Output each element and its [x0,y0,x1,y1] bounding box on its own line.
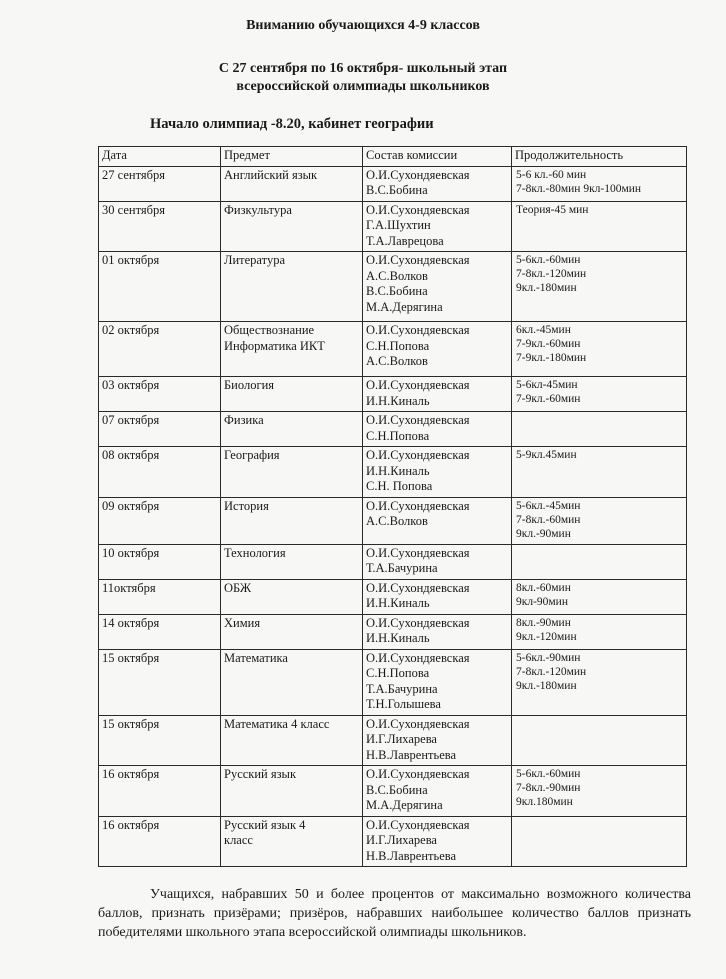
cell-commission [363,201,512,252]
cell-subject [221,816,363,867]
cell-subject [221,579,363,614]
duration-line: Теория-45 мин [516,203,589,216]
cell-date: 15 октября [99,649,221,715]
subject-line: Математика [224,650,288,665]
subject-line: Русский язык [224,767,297,781]
duration-line: 7-8кл.-60мин [516,513,581,526]
table-row [99,166,687,201]
cell-commission [363,544,512,579]
cell-duration [512,614,687,649]
subject-line: Физика [224,413,264,427]
commission-member: А.С.Волков [366,268,428,283]
cell-date: 03 октября [99,377,221,412]
cell-duration [512,649,687,715]
cell-subject [221,166,363,201]
commission-member: О.И.Сухондяевская [366,202,470,217]
commission-member: И.Г.Лихарева [366,833,437,847]
cell-date: 27 сентября [99,166,221,201]
duration-line: 5-6кл.-60мин [516,768,581,780]
schedule-body [99,166,687,867]
subject-line: класс [224,833,253,847]
subject-line: Технология [224,545,286,560]
cell-commission [363,377,512,412]
table-row [99,816,687,867]
commission-member: В.С.Бобина [366,284,428,298]
cell-date: 08 октября [99,447,221,498]
table-row [99,201,687,252]
olympiad-period [0,60,726,96]
commission-member: Т.А.Лаврецова [366,233,444,248]
commission-member: И.Н.Киналь [366,596,430,610]
commission-member: О.И.Сухондяевская [366,167,470,182]
commission-member: И.Н.Киналь [366,393,430,408]
duration-line: 7-8кл.-90мин [516,782,581,794]
cell-date: 14 октября [99,614,221,649]
commission-member: О.И.Сухондяевская [366,580,470,595]
commission-member: С.Н.Попова [366,428,430,443]
cell-date: 07 октября [99,412,221,447]
commission-member: О.И.Сухондяевская [366,615,470,630]
cell-subject [221,412,363,447]
commission-member: О.И.Сухондяевская [366,323,470,337]
duration-line: 8кл.-60мин [516,581,571,594]
cell-duration [512,766,687,817]
cell-commission [363,715,512,766]
cell-subject [221,544,363,579]
period-line-1: С 27 сентября по 16 октября- школьный этап [218,61,508,76]
duration-line: 5-6кл-45мин [516,379,578,391]
commission-member: О.И.Сухондяевская [366,650,470,665]
table-row [99,377,687,412]
subject-line: Обществознание [224,323,315,337]
cell-subject [221,649,363,715]
cell-duration [512,497,687,544]
commission-member: С.Н.Попова [366,666,430,680]
subject-line: Химия [224,615,261,630]
cell-commission [363,497,512,544]
cell-commission [363,252,512,322]
cell-duration [512,715,687,766]
cell-subject [221,715,363,766]
table-row [99,614,687,649]
table-row [99,715,687,766]
commission-member: О.И.Сухондяевская [366,716,470,731]
commission-member: О.И.Сухондяевская [366,545,470,560]
duration-line: 9кл.-180мин [516,679,577,692]
cell-subject [221,497,363,544]
cell-commission [363,447,512,498]
cell-commission [363,412,512,447]
cell-date: 15 октября [99,715,221,766]
subject-line: География [224,448,280,462]
commission-member: О.И.Сухондяевская [366,767,470,781]
table-row [99,649,687,715]
cell-subject [221,766,363,817]
duration-line: 7-8кл.-120мин [516,665,587,678]
subject-line: Русский язык 4 [224,817,306,832]
subject-line: ОБЖ [224,580,252,595]
schedule-table [98,146,687,867]
duration-line: 7-9кл.-60мин [516,338,581,350]
duration-line: 9кл.-120мин [516,630,577,643]
cell-date: 10 октября [99,544,221,579]
start-info: Начало олимпиад -8.20, кабинет географии [150,116,434,132]
duration-line: 9кл.180мин [516,796,573,808]
commission-member: Г.А.Шухтин [366,218,431,232]
subject-line: История [224,498,269,513]
cell-date: 30 сентября [99,201,221,252]
commission-member: М.А.Дерягина [366,798,443,812]
period-line-2: всероссийской олимпиады школьников [236,79,490,94]
commission-member: Т.А.Бачурина [366,681,438,696]
commission-member: И.Н.Киналь [366,463,430,478]
commission-member: А.С.Волков [366,354,428,368]
commission-member: О.И.Сухондяевская [366,817,470,832]
cell-commission [363,579,512,614]
table-row [99,322,687,377]
table-row [99,544,687,579]
table-row [99,252,687,322]
duration-line: 9кл-90мин [516,595,568,608]
commission-member: О.И.Сухондяевская [366,448,470,462]
cell-commission [363,166,512,201]
commission-member: А.С.Волков [366,514,428,528]
duration-line: 6кл.-45мин [516,324,571,336]
cell-subject [221,614,363,649]
footer-note [98,885,691,942]
cell-commission [363,614,512,649]
column-header-duration: Продолжительность [512,147,687,167]
subject-line: Английский язык [224,167,318,182]
duration-line: 5-9кл.45мин [516,449,577,461]
cell-commission [363,816,512,867]
commission-member: О.И.Сухондяевская [366,253,470,267]
cell-subject [221,252,363,322]
subject-line: Литература [224,253,285,267]
duration-line: 7-8кл.-120мин [516,268,587,280]
commission-member: В.С.Бобина [366,782,428,797]
commission-member: Т.А.Бачурина [366,561,438,575]
duration-line: 7-9кл.-60мин [516,393,581,405]
commission-member: О.И.Сухондяевская [366,413,470,427]
cell-commission [363,322,512,377]
cell-duration [512,447,687,498]
commission-member: В.С.Бобина [366,183,428,197]
commission-member: М.А.Дерягина [366,299,443,314]
cell-subject [221,322,363,377]
cell-date: 16 октября [99,766,221,817]
duration-line: 5-6кл.-60мин [516,254,581,266]
commission-member: О.И.Сухондяевская [366,378,470,392]
cell-date: 02 октября [99,322,221,377]
cell-duration [512,201,687,252]
duration-line: 7-8кл.-80мин 9кл-100мин [516,182,642,195]
duration-line: 9кл.-90мин [516,527,571,540]
footer-text: Учащихся, набравших 50 и более процентов от максимально возможного количества баллов, признать призёрами; призёров, набравших наибольшее количество баллов признать победителями школьного этапа всероссийской олимпиады школьников. [98,887,691,940]
table-header-row [99,147,687,167]
cell-duration [512,252,687,322]
duration-line: 5-6 кл.-60 мин [516,168,587,181]
column-header-commission: Состав комиссии [363,147,512,167]
table-row [99,497,687,544]
duration-line: 5-6кл.-45мин [516,499,581,512]
cell-duration [512,322,687,377]
column-header-date: Дата [99,147,221,167]
cell-date: 11октября [99,579,221,614]
subject-line: Биология [224,378,275,392]
commission-member: Н.В.Лаврентьева [366,747,457,762]
subject-line: Математика 4 класс [224,716,330,731]
cell-date: 09 октября [99,497,221,544]
cell-duration [512,412,687,447]
table-row [99,412,687,447]
duration-line: 9кл.-180мин [516,282,577,294]
cell-duration [512,377,687,412]
commission-member: И.Н.Киналь [366,631,430,645]
duration-line: 8кл.-90мин [516,616,571,629]
commission-member: С.Н. Попова [366,479,433,493]
commission-member: Н.В.Лаврентьева [366,848,457,863]
cell-duration [512,544,687,579]
table-row [99,766,687,817]
duration-line: 5-6кл.-90мин [516,651,581,664]
commission-member: С.Н.Попова [366,338,430,353]
commission-member: Т.Н.Голышева [366,697,441,711]
cell-commission [363,766,512,817]
table-row [99,447,687,498]
table-row [99,579,687,614]
cell-subject [221,201,363,252]
duration-line: 7-9кл.-180мин [516,352,587,364]
cell-duration [512,166,687,201]
cell-date: 16 октября [99,816,221,867]
commission-member: О.И.Сухондяевская [366,498,470,513]
cell-subject [221,447,363,498]
cell-subject [221,377,363,412]
subject-line: Информатика ИКТ [224,338,325,353]
commission-member: И.Г.Лихарева [366,732,437,746]
document-title: Вниманию обучающихся 4-9 классов [246,18,480,33]
cell-duration [512,579,687,614]
column-header-subject: Предмет [221,147,363,167]
cell-duration [512,816,687,867]
cell-date: 01 октября [99,252,221,322]
cell-commission [363,649,512,715]
subject-line: Физкультура [224,202,292,217]
